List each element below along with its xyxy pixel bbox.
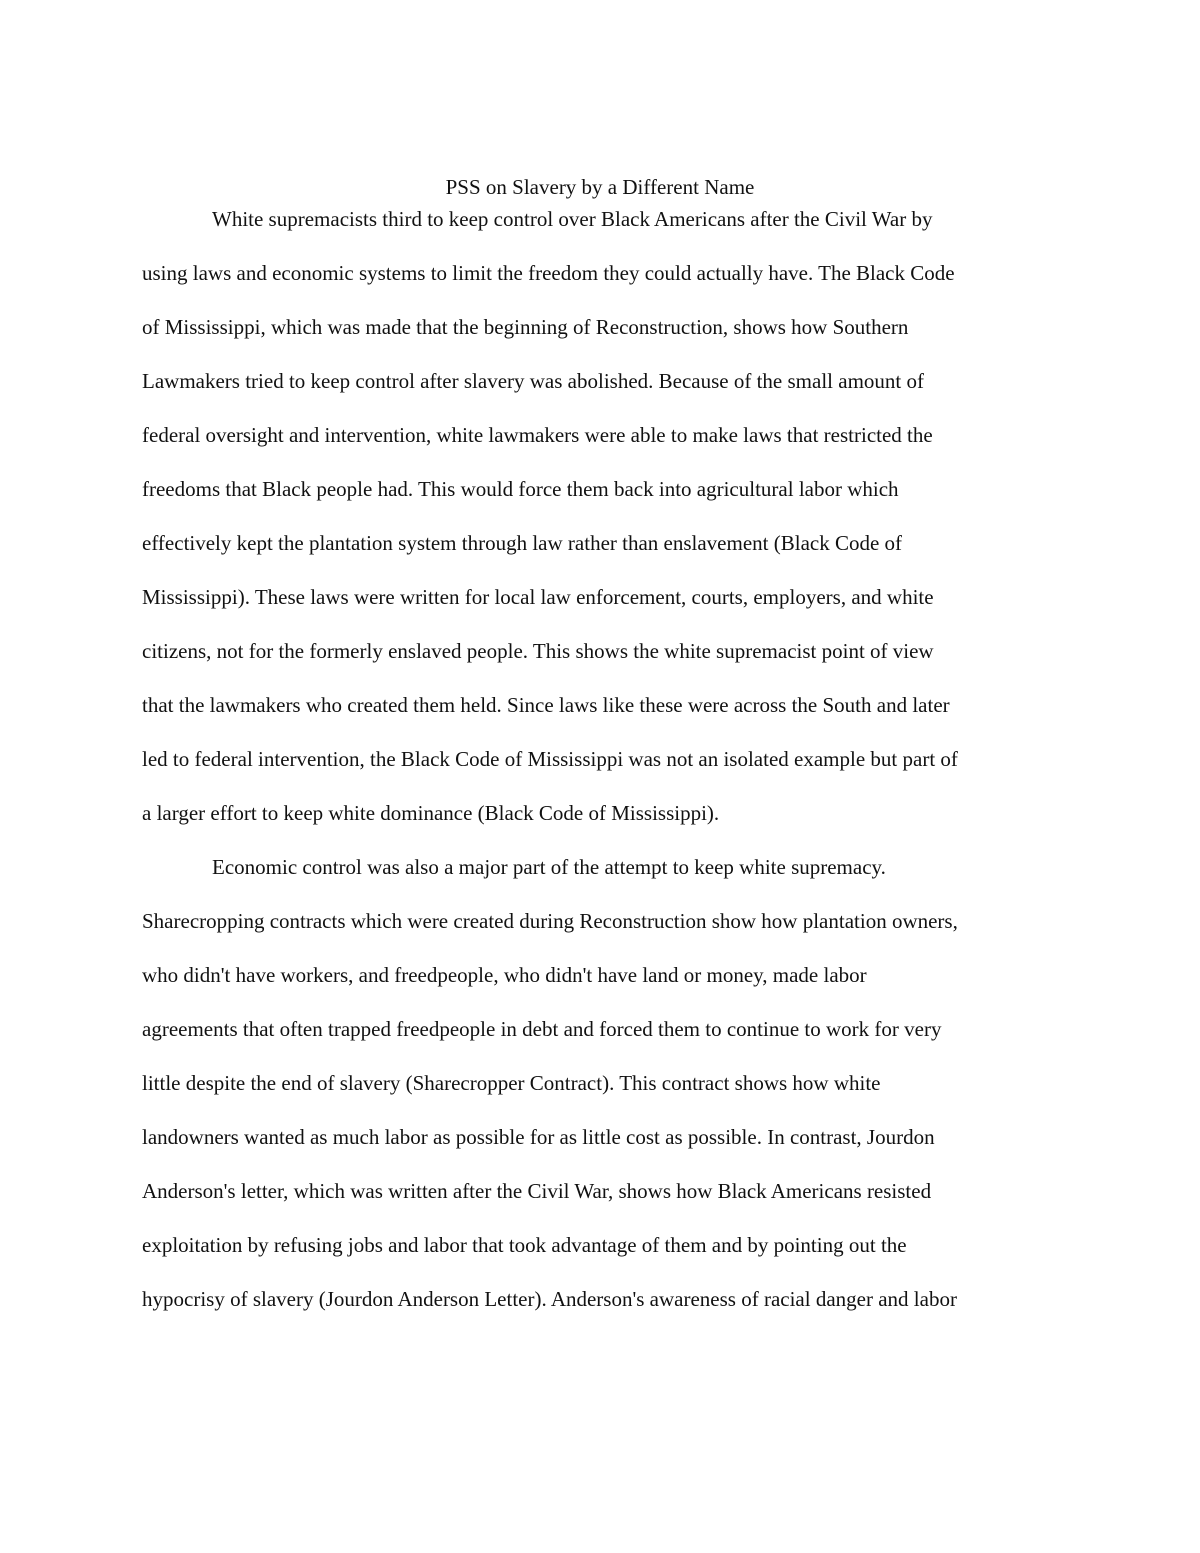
paragraph-2-line-3: who didn't have workers, and freedpeople, who didn't have land or money, made labor: [142, 963, 867, 987]
paragraph-1-line-2: using laws and economic systems to limit the freedom they could actually have. The Black Code: [142, 261, 955, 285]
paragraph-1-line-5: federal oversight and intervention, white lawmakers were able to make laws that restricted the: [142, 423, 933, 447]
paragraph-1-line-6: freedoms that Black people had. This would force them back into agricultural labor which: [142, 477, 899, 501]
paragraph-1-line-1: White supremacists third to keep control over Black Americans after the Civil War by: [212, 207, 933, 231]
paragraph-1-line-9: citizens, not for the formerly enslaved people. This shows the white supremacist point of view: [142, 639, 934, 663]
paragraph-2-line-6: landowners wanted as much labor as possible for as little cost as possible. In contrast, Jourdon: [142, 1125, 935, 1149]
paragraph-1-line-8: Mississippi). These laws were written for local law enforcement, courts, employers, and white: [142, 585, 934, 609]
document-title: PSS on Slavery by a Different Name: [445, 175, 755, 199]
paragraph-2-line-1: Economic control was also a major part of the attempt to keep white supremacy.: [212, 855, 886, 879]
paragraph-1-line-7: effectively kept the plantation system through law rather than enslavement (Black Code of: [142, 531, 903, 555]
paragraph-1-line-12: a larger effort to keep white dominance (Black Code of Mississippi).: [142, 801, 720, 825]
paragraph-1-line-11: led to federal intervention, the Black Code of Mississippi was not an isolated example but part of: [142, 747, 958, 771]
paragraph-2-line-9: hypocrisy of slavery (Jourdon Anderson Letter). Anderson's awareness of racial danger and labor: [142, 1287, 957, 1311]
paragraph-1-line-10: that the lawmakers who created them held. Since laws like these were across the South and later: [142, 693, 950, 717]
paragraph-2-line-8: exploitation by refusing jobs and labor that took advantage of them and by pointing out the: [142, 1233, 907, 1257]
paragraph-2-line-4: agreements that often trapped freedpeople in debt and forced them to continue to work for very: [142, 1017, 942, 1041]
paragraph-2-line-7: Anderson's letter, which was written after the Civil War, shows how Black Americans resisted: [142, 1179, 932, 1203]
paragraph-1-line-3: of Mississippi, which was made that the beginning of Reconstruction, shows how Southern: [142, 315, 909, 339]
paragraph-1-line-4: Lawmakers tried to keep control after slavery was abolished. Because of the small amount of: [142, 369, 924, 393]
paragraph-2-line-5: little despite the end of slavery (Sharecropper Contract). This contract shows how white: [142, 1071, 881, 1095]
paragraph-2-line-2: Sharecropping contracts which were created during Reconstruction show how plantation owners,: [142, 909, 958, 933]
